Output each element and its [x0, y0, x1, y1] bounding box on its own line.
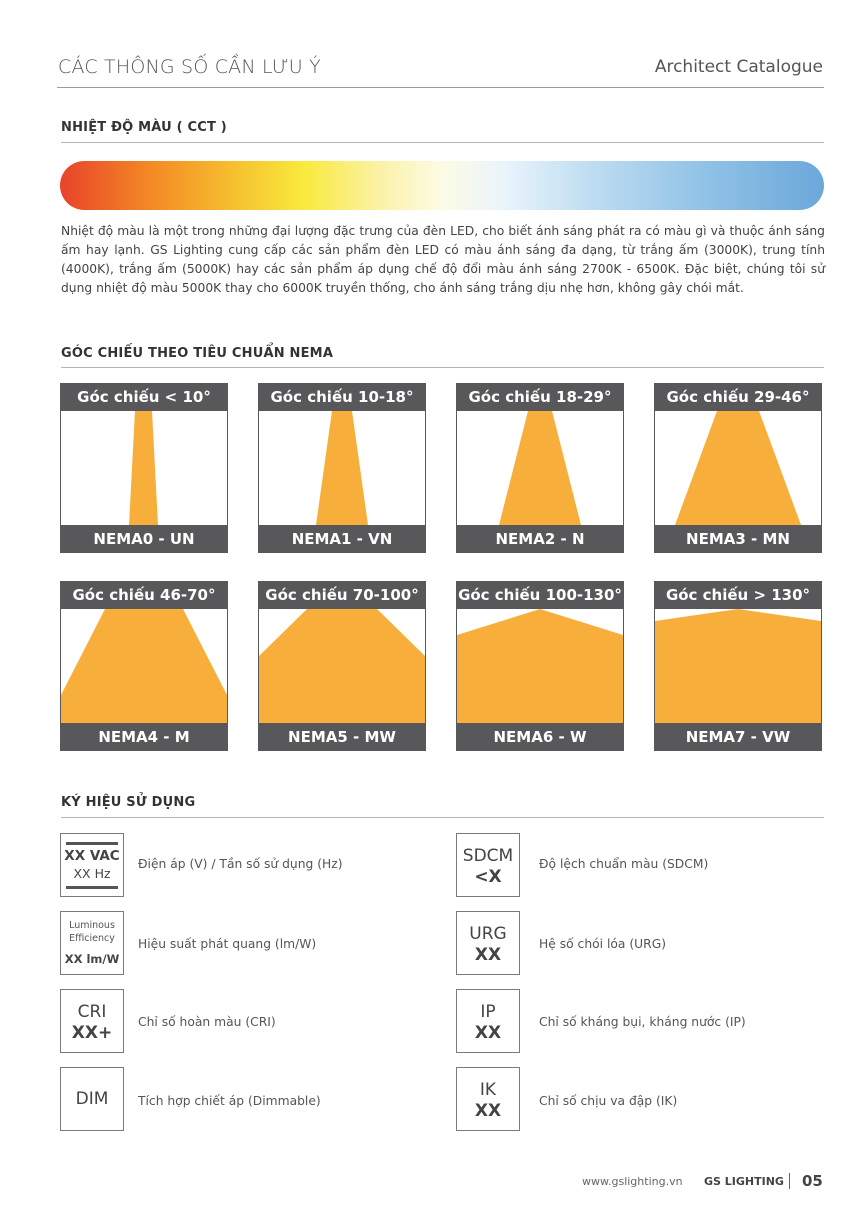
cct-heading: NHIỆT ĐỘ MÀU ( CCT ) — [61, 120, 227, 135]
footer-url[interactable]: www.gslighting.vn — [582, 1175, 683, 1188]
nema-card-title: Góc chiếu < 10° — [60, 383, 228, 411]
sdcm-symbol — [456, 833, 520, 897]
nema-card-5 — [258, 581, 426, 751]
nema-card-7 — [654, 581, 822, 751]
voltage-bottom-rule — [66, 886, 118, 889]
beam-shape — [316, 411, 368, 525]
urg-line2: XX — [474, 945, 502, 965]
sdcm-line1: SDCM — [462, 846, 514, 866]
beam-diagram — [456, 609, 624, 723]
beam-shape — [129, 411, 158, 525]
footer-separator — [789, 1173, 790, 1189]
nema-card-title: Góc chiếu 70-100° — [258, 581, 426, 609]
nema-card-3 — [654, 383, 822, 553]
cri-line1: CRI — [77, 1002, 107, 1022]
nema-card-4 — [60, 581, 228, 751]
beam-diagram — [654, 411, 822, 525]
page-number: 05 — [802, 1172, 823, 1190]
urg-line1: URG — [469, 924, 507, 944]
page-title: CÁC THÔNG SỐ CẦN LƯU Ý — [58, 56, 321, 78]
nema-card-title: Góc chiếu 10-18° — [258, 383, 426, 411]
voltage-top-rule — [66, 842, 118, 845]
beam-diagram — [258, 411, 426, 525]
cct-gradient-bar — [60, 161, 824, 210]
nema-card-title: Góc chiếu 29-46° — [654, 383, 822, 411]
beam-shape — [61, 609, 227, 723]
footer-brand: GS LIGHTING — [704, 1175, 784, 1188]
nema-card-label: NEMA3 - MN — [654, 525, 822, 553]
beam-shape — [457, 609, 623, 723]
dim-symbol — [60, 1067, 124, 1131]
voltage-description: Điện áp (V) / Tần số sử dụng (Hz) — [138, 857, 343, 871]
symbols-heading: KÝ HIỆU SỬ DỤNG — [61, 795, 196, 810]
beam-diagram — [456, 411, 624, 525]
nema-card-label: NEMA2 - N — [456, 525, 624, 553]
voltage-symbol — [60, 833, 124, 897]
nema-heading: GÓC CHIẾU THEO TIÊU CHUẨN NEMA — [61, 346, 334, 361]
nema-card-label: NEMA6 - W — [456, 723, 624, 751]
efficiency-line2: Efficiency — [69, 933, 115, 944]
nema-card-label: NEMA1 - VN — [258, 525, 426, 553]
cri-line2: XX+ — [71, 1023, 113, 1043]
nema-card-title: Góc chiếu 100-130° — [456, 581, 624, 609]
ik-symbol — [456, 1067, 520, 1131]
nema-card-title: Góc chiếu 46-70° — [60, 581, 228, 609]
urg-symbol — [456, 911, 520, 975]
beam-diagram — [60, 411, 228, 525]
nema-card-0 — [60, 383, 228, 553]
cct-description: Nhiệt độ màu là một trong những đại lượng đặc trưng của đèn LED, cho biết ánh sáng phát ra có màu gì và thuộc ánh sáng ấm hay lạnh. GS Lighting cung cấp các sản phẩm đèn LED có màu ánh sáng đa dạng, từ trắng ấm (3000K), trung tính (4000K), trắng ấm (5000K) hay các sản phẩm áp dụng chế độ đổi màu ánh sáng 2700K - 6500K. Đặc biệt, chúng tôi sử dụng nhiệt độ màu 5000K thay cho 6000K truyền thống, cho ánh sáng trắng dịu nhẹ hơn, không gây chói mắt. — [61, 224, 825, 295]
beam-shape — [499, 411, 581, 525]
ip-line1: IP — [480, 1002, 496, 1022]
nema-card-label: NEMA7 - VW — [654, 723, 822, 751]
beam-shape — [259, 609, 425, 723]
catalogue-label: Architect Catalogue — [654, 57, 823, 77]
nema-card-title: Góc chiếu 18-29° — [456, 383, 624, 411]
nema-card-6 — [456, 581, 624, 751]
ip-description: Chỉ số kháng bụi, kháng nước (IP) — [539, 1015, 746, 1029]
beam-diagram — [258, 609, 426, 723]
sdcm-description: Độ lệch chuẩn màu (SDCM) — [539, 857, 709, 871]
beam-diagram — [60, 609, 228, 723]
voltage-line1: XX VAC — [64, 848, 120, 864]
nema-card-title: Góc chiếu > 130° — [654, 581, 822, 609]
cri-symbol — [60, 989, 124, 1053]
dim-description: Tích hợp chiết áp (Dimmable) — [138, 1094, 321, 1108]
ik-line1: IK — [479, 1080, 497, 1100]
nema-card-1 — [258, 383, 426, 553]
efficiency-line3: XX lm/W — [64, 952, 120, 966]
nema-divider — [61, 367, 824, 368]
header-divider — [57, 87, 824, 88]
nema-card-label: NEMA5 - MW — [258, 723, 426, 751]
symbols-divider — [61, 817, 824, 818]
ik-description: Chỉ số chịu va đập (IK) — [539, 1094, 678, 1108]
ip-symbol — [456, 989, 520, 1053]
cct-divider — [61, 142, 824, 143]
dim-line1: DIM — [75, 1089, 109, 1109]
nema-card-label: NEMA0 - UN — [60, 525, 228, 553]
nema-card-2 — [456, 383, 624, 553]
voltage-line2: XX Hz — [73, 866, 111, 881]
nema-card-label: NEMA4 - M — [60, 723, 228, 751]
urg-description: Hệ số chói lóa (URG) — [539, 937, 667, 951]
ik-line2: XX — [474, 1101, 502, 1121]
efficiency-description: Hiệu suất phát quang (lm/W) — [138, 937, 317, 951]
efficiency-line1: Luminous — [69, 920, 115, 931]
sdcm-line2: <X — [474, 867, 502, 887]
ip-line2: XX — [474, 1023, 502, 1043]
beam-diagram — [654, 609, 822, 723]
efficiency-symbol — [60, 911, 124, 975]
cri-description: Chỉ số hoàn màu (CRI) — [138, 1015, 276, 1029]
beam-shape — [655, 609, 821, 723]
beam-shape — [675, 411, 801, 525]
